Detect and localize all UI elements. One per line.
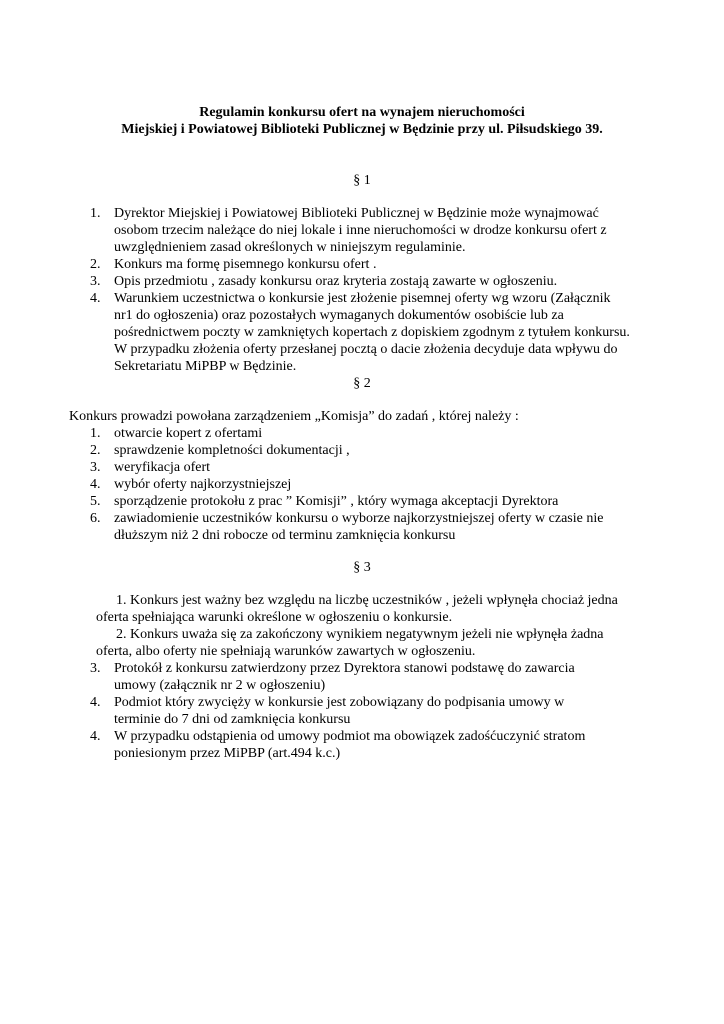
document-title-line-1: Regulamin konkursu ofert na wynajem nieruchomości (199, 105, 525, 120)
item-text-line: Protokół z konkursu zatwierdzony przez Dyrektora stanowi podstawę do zawarcia (114, 661, 575, 676)
item-text-line: otwarcie kopert z ofertami (114, 426, 263, 441)
item-text-line: Konkurs ma formę pisemnego konkursu ofert . (114, 257, 377, 272)
item-number: 2. (90, 257, 101, 272)
item-text-line: zawiadomienie uczestników konkursu o wyborze najkorzystniejszej oferty w czasie nie (114, 511, 604, 526)
item-text-line: sprawdzenie kompletności dokumentacji , (114, 443, 350, 458)
section-3-heading: § 3 (353, 560, 371, 575)
item-number: 4. (90, 695, 101, 710)
item-text-line: Dyrektor Miejskiej i Powiatowej Biblioteki Publicznej w Będzinie może wynajmować (114, 206, 599, 221)
paragraph-line: oferta, albo oferty nie spełniają warunków zawartych w ogłoszeniu. (96, 644, 476, 659)
item-text-line: wybór oferty najkorzystniejszej (114, 477, 292, 492)
item-number: 3. (90, 460, 101, 475)
item-number: 1. (90, 426, 101, 441)
item-text-line: dłuższym niż 2 dni robocze od terminu zamknięcia konkursu (114, 528, 456, 543)
item-text-line: Podmiot który zwycięży w konkursie jest zobowiązany do podpisania umowy w (114, 695, 565, 710)
item-text-line: pośrednictwem poczty w zamkniętych kopertach z dopiskiem zgodnym z tytułem konkursu. (114, 325, 630, 340)
item-text-line: Sekretariatu MiPBP w Będzinie. (114, 359, 297, 374)
item-text-line: weryfikacja ofert (114, 460, 210, 475)
item-number: 1. (90, 206, 101, 221)
item-text-line: W przypadku złożenia oferty przesłanej pocztą o dacie złożenia decyduje data wpływu do (114, 342, 618, 357)
section-2-heading: § 2 (353, 376, 371, 391)
item-number: 3. (90, 274, 101, 289)
item-text-line: nr1 do ogłoszenia) oraz pozostałych wymaganych dokumentów osobiście lub za (114, 308, 564, 323)
item-text-line: poniesionym przez MiPBP (art.494 k.c.) (114, 746, 341, 761)
item-number: 6. (90, 511, 101, 526)
item-number: 2. (90, 443, 101, 458)
document-title-line-2: Miejskiej i Powiatowej Biblioteki Publicznej w Będzinie przy ul. Piłsudskiego 39. (121, 122, 603, 137)
item-text-line: Warunkiem uczestnictwa o konkursie jest złożenie pisemnej oferty wg wzoru (Załącznik (114, 291, 611, 306)
section-2-intro: Konkurs prowadzi powołana zarządzeniem „Komisja” do zadań , której należy : (69, 409, 519, 424)
item-text-line: W przypadku odstąpienia od umowy podmiot ma obowiązek zadośćuczynić stratom (114, 729, 586, 744)
section-3-paragraph-1 (96, 592, 666, 626)
item-number: 3. (90, 661, 101, 676)
section-3-paragraph-2 (96, 626, 666, 660)
item-text-line: Opis przedmiotu , zasady konkursu oraz kryteria zostają zawarte w ogłoszeniu. (114, 274, 558, 289)
item-number: 4. (90, 291, 101, 306)
item-text-line: osobom trzecim należące do niej lokale i inne nieruchomości w drodze konkursu ofert z (114, 223, 607, 238)
item-number: 4. (90, 729, 101, 744)
item-text-line: sporządzenie protokołu z prac ” Komisji” , który wymaga akceptacji Dyrektora (114, 494, 559, 509)
item-text-line: uwzględnieniem zasad określonych w niniejszym regulaminie. (114, 240, 466, 255)
item-number: 5. (90, 494, 101, 509)
item-text-line: terminie do 7 dni od zamknięcia konkursu (114, 712, 351, 727)
item-text-line: umowy (załącznik nr 2 w ogłoszeniu) (114, 678, 326, 693)
paragraph-line: 2. Konkurs uważa się za zakończony wynikiem negatywnym jeżeli nie wpłynęła żadna (116, 627, 604, 642)
paragraph-line: 1. Konkurs jest ważny bez względu na liczbę uczestników , jeżeli wpłynęła chociaż jedna (116, 593, 618, 608)
item-number: 4. (90, 477, 101, 492)
paragraph-line: oferta spełniająca warunki określone w ogłoszeniu o konkursie. (96, 610, 453, 625)
section-1-heading: § 1 (353, 173, 371, 188)
